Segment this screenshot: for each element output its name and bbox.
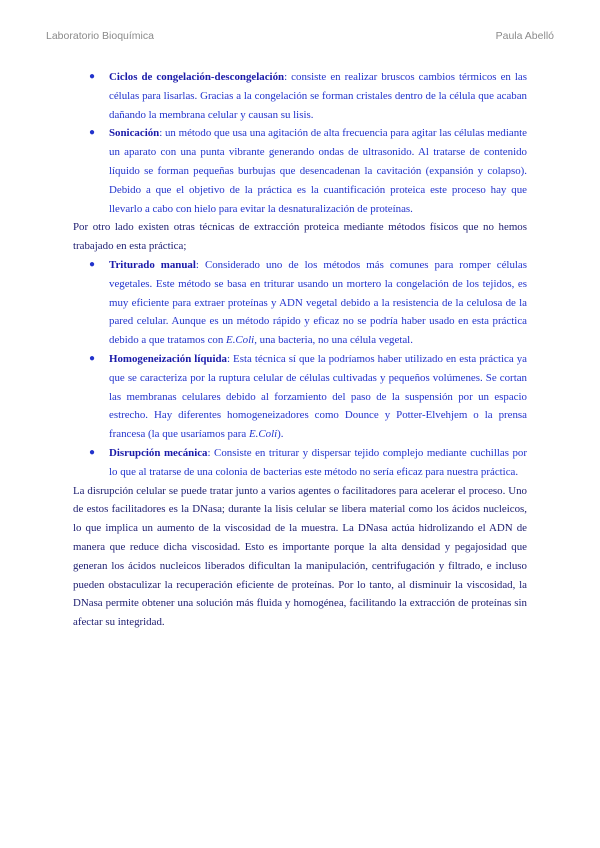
list-item-mechanical-disruption — [73, 444, 527, 482]
list-item-term: Disrupción mecánica — [109, 446, 208, 459]
page-header — [46, 30, 554, 46]
header-course-title: Laboratorio Bioquímica — [46, 30, 154, 42]
header-author-name: Paula Abelló — [495, 30, 554, 42]
bullet-icon: ● — [89, 71, 96, 82]
cell-lysis-methods-list — [73, 68, 527, 218]
bullet-icon: ● — [89, 258, 96, 270]
list-item-text: : un método que usa una agitación de alta frecuencia para agitar las células mediante un aparato con una punta vibrante generando ondas de ultrasonido. Al tratarse de contenido líquido se forman pequeñas burbujas que desencadenan la cavitación (expansión y colapso). Debido a que el objetivo de la práctica es la cuantificación proteica este proceso hay que llevarlo a cabo con hielo para evitar la desnaturalización de proteínas. — [109, 127, 527, 215]
list-item-text: : Esta técnica sí que la podríamos haber utilizado en esta práctica ya que se caracteriza por la ruptura celular de células cultivadas y pequeños volúmenes. Se cortan las membranas celulares debido al forzamiento del paso de la suspensión por un espacio estrecho. Hay diferentes homogeneizadores como Dounce y Potter-Elvehjem o la prensa francesa (la que usaríamos para — [109, 352, 527, 441]
list-item-manual-grinding — [73, 256, 527, 350]
species-name: E.Coli — [249, 428, 278, 441]
bullet-icon: ● — [89, 352, 96, 364]
list-item-text: : Consiste en triturar y dispersar tejido complejo mediante cuchillas por lo que al tratarse de una colonia de bacterias este método no sería eficaz para nuestra práctica. — [109, 446, 527, 478]
list-item-term: Triturado manual — [109, 258, 196, 271]
list-item-text: : Considerado uno de los métodos más comunes para romper células vegetales. Este método se basa en triturar usando un mortero la congelación de los tejidos, es muy eficiente para extraer proteínas y ADN vegetal debido a la resistencia de la celulosa de la pared celular. Aunque es un método rápido y eficaz no se podría haber usado en esta práctica debido a que tratamos con — [109, 258, 528, 347]
list-item-text: : consiste en realizar bruscos cambios térmicos en las células para lisarlas. Gracias a la congelación se forman cristales dentro de la célula que acaban dañando la membrana celular y causan su lisis. — [109, 71, 527, 121]
paragraph-dnase: La disrupción celular se puede tratar junto a varios agentes o facilitadores para acelerar el proceso. Uno de estos facilitadores es la DNasa; durante la lisis celular se libera material como los ácidos nucleicos, lo que implica un aumento de la viscosidad de la muestra. La DNasa actúa hidrolizando el ADN de manera que reduce dicha viscosidad. Esto es importante porque la alta densidad y pegajosidad que generan los ácidos nucleicos liberados dificultan la manipulación, centrifugación y filtrado, e incluso pueden obstaculizar la recuperación eficiente de proteínas. Por lo tanto, al disminuir la viscosidad, la DNasa permite obtener una solución más fluida y homogénea, facilitando la extracción de proteínas sin afectar su integridad. — [73, 484, 527, 629]
species-name: E.Coli — [226, 334, 255, 347]
physical-methods-list — [73, 256, 527, 482]
list-item-term: Homogeneización líquida — [109, 352, 227, 365]
list-item-sonication — [73, 124, 527, 218]
document-body — [73, 68, 527, 632]
bullet-icon: ● — [89, 446, 96, 458]
paragraph-other-techniques: Por otro lado existen otras técnicas de extracción proteica mediante métodos físicos que no hemos trabajado en esta práctica; — [73, 221, 527, 253]
list-item-term: Ciclos de congelación-descongelación — [109, 71, 285, 83]
list-item-liquid-homogenization — [73, 350, 527, 444]
list-item-text-end: , una bacteria, no una célula vegetal. — [254, 334, 413, 347]
list-item-term: Sonicación — [109, 127, 160, 140]
bullet-icon: ● — [89, 127, 96, 139]
list-item-freeze-thaw — [73, 68, 527, 124]
list-item-text-end: ). — [277, 428, 284, 441]
